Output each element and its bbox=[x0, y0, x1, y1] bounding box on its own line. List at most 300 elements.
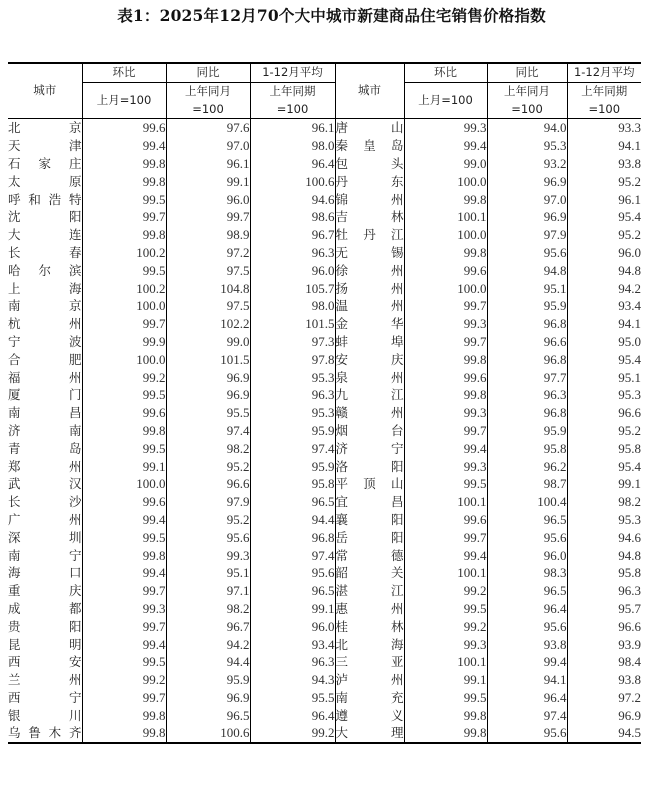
city-name: 烟 台 bbox=[335, 422, 404, 438]
ytd-value: 96.5 bbox=[250, 493, 335, 511]
yoy-value: 93.8 bbox=[487, 636, 567, 654]
yoy-value: 96.0 bbox=[487, 547, 567, 565]
yoy-value: 94.4 bbox=[166, 653, 250, 671]
table-row bbox=[8, 653, 641, 671]
yoy-value: 95.9 bbox=[487, 297, 567, 315]
city-name: 湛 江 bbox=[335, 583, 404, 599]
city-name: 岳 阳 bbox=[335, 529, 404, 545]
city-name: 徐 州 bbox=[335, 262, 404, 278]
mom-value: 99.2 bbox=[404, 618, 487, 636]
yoy-value: 97.0 bbox=[166, 137, 250, 155]
yoy-value: 96.4 bbox=[487, 600, 567, 618]
ytd-value: 101.5 bbox=[250, 315, 335, 333]
yoy-value: 96.4 bbox=[487, 689, 567, 707]
mom-value: 100.1 bbox=[404, 564, 487, 582]
table-row bbox=[8, 351, 641, 369]
city-name: 锦 州 bbox=[335, 191, 404, 207]
col-header-ytd: 1-12月平均 bbox=[250, 63, 335, 82]
mom-value: 100.2 bbox=[82, 280, 166, 298]
table-row bbox=[8, 689, 641, 707]
ytd-value: 94.4 bbox=[250, 511, 335, 529]
yoy-value: 93.2 bbox=[487, 155, 567, 173]
yoy-value: 97.5 bbox=[166, 262, 250, 280]
yoy-value: 95.6 bbox=[487, 618, 567, 636]
table-row bbox=[8, 226, 641, 244]
ytd-value: 97.8 bbox=[250, 351, 335, 369]
mom-value: 99.1 bbox=[82, 458, 166, 476]
ytd-value: 95.4 bbox=[567, 208, 641, 226]
table-body bbox=[8, 119, 641, 743]
city-name: 石 家 庄 bbox=[8, 155, 82, 171]
ytd-value: 97.4 bbox=[250, 440, 335, 458]
city-name: 太 原 bbox=[8, 173, 82, 189]
ytd-value: 96.5 bbox=[250, 582, 335, 600]
yoy-value: 95.2 bbox=[166, 511, 250, 529]
yoy-value: 96.8 bbox=[487, 351, 567, 369]
ytd-value: 99.2 bbox=[250, 724, 335, 743]
ytd-value: 93.3 bbox=[567, 119, 641, 137]
city-name: 济 南 bbox=[8, 422, 82, 438]
table-row bbox=[8, 369, 641, 387]
city-name: 吉 林 bbox=[335, 209, 404, 225]
mom-value: 100.0 bbox=[404, 173, 487, 191]
ytd-value: 99.1 bbox=[250, 600, 335, 618]
mom-value: 99.4 bbox=[404, 547, 487, 565]
city-name: 安 庆 bbox=[335, 351, 404, 367]
mom-value: 99.5 bbox=[82, 529, 166, 547]
mom-value: 99.5 bbox=[82, 440, 166, 458]
ytd-value: 95.4 bbox=[567, 458, 641, 476]
city-name: 泸 州 bbox=[335, 672, 404, 688]
yoy-value: 94.0 bbox=[487, 119, 567, 137]
yoy-value: 95.1 bbox=[487, 280, 567, 298]
yoy-value: 96.3 bbox=[487, 386, 567, 404]
mom-value: 99.8 bbox=[404, 244, 487, 262]
col-subheader-yoy: 上年同月 =100 bbox=[166, 82, 250, 119]
ytd-value: 93.9 bbox=[567, 636, 641, 654]
yoy-value: 94.8 bbox=[487, 262, 567, 280]
ytd-value: 99.1 bbox=[567, 475, 641, 493]
yoy-value: 97.4 bbox=[166, 422, 250, 440]
yoy-value: 96.8 bbox=[487, 315, 567, 333]
ytd-value: 95.4 bbox=[567, 351, 641, 369]
city-name: 赣 州 bbox=[335, 405, 404, 421]
ytd-value: 96.6 bbox=[567, 618, 641, 636]
mom-value: 99.7 bbox=[82, 618, 166, 636]
ytd-value: 94.3 bbox=[250, 671, 335, 689]
ytd-value: 96.8 bbox=[250, 529, 335, 547]
city-name: 哈 尔 滨 bbox=[8, 262, 82, 278]
city-name: 三 亚 bbox=[335, 654, 404, 670]
ytd-value: 95.9 bbox=[250, 458, 335, 476]
city-name: 西 安 bbox=[8, 654, 82, 670]
city-name: 南 昌 bbox=[8, 405, 82, 421]
yoy-value: 97.4 bbox=[487, 707, 567, 725]
yoy-value: 104.8 bbox=[166, 280, 250, 298]
mom-value: 99.6 bbox=[404, 511, 487, 529]
mom-value: 99.3 bbox=[404, 636, 487, 654]
ytd-value: 95.8 bbox=[250, 475, 335, 493]
mom-value: 99.4 bbox=[404, 440, 487, 458]
mom-value: 99.3 bbox=[404, 458, 487, 476]
table-row bbox=[8, 547, 641, 565]
city-name: 牡 丹 江 bbox=[335, 227, 404, 243]
mom-value: 99.5 bbox=[404, 475, 487, 493]
mom-value: 99.7 bbox=[82, 582, 166, 600]
mom-value: 99.8 bbox=[82, 547, 166, 565]
yoy-value: 98.9 bbox=[166, 226, 250, 244]
mom-value: 99.5 bbox=[82, 191, 166, 209]
mom-value: 99.8 bbox=[82, 173, 166, 191]
city-name: 南 京 bbox=[8, 298, 82, 314]
city-name: 兰 州 bbox=[8, 672, 82, 688]
ytd-value: 98.0 bbox=[250, 297, 335, 315]
mom-value: 99.7 bbox=[404, 333, 487, 351]
yoy-value: 98.2 bbox=[166, 440, 250, 458]
city-name: 深 圳 bbox=[8, 529, 82, 545]
city-name: 杭 州 bbox=[8, 316, 82, 332]
ytd-value: 94.1 bbox=[567, 315, 641, 333]
city-name: 泉 州 bbox=[335, 369, 404, 385]
yoy-value: 95.5 bbox=[166, 404, 250, 422]
mom-value: 99.3 bbox=[404, 404, 487, 422]
ytd-value: 95.3 bbox=[250, 404, 335, 422]
mom-value: 99.8 bbox=[82, 422, 166, 440]
city-name: 青 岛 bbox=[8, 440, 82, 456]
yoy-value: 101.5 bbox=[166, 351, 250, 369]
col-subheader-yoy-2: 上年同月 =100 bbox=[487, 82, 567, 119]
table-row bbox=[8, 493, 641, 511]
city-name: 成 都 bbox=[8, 600, 82, 616]
city-name: 大 连 bbox=[8, 227, 82, 243]
table-row bbox=[8, 600, 641, 618]
ytd-value: 97.4 bbox=[250, 547, 335, 565]
col-header-mom: 环比 bbox=[82, 63, 166, 82]
yoy-value: 97.9 bbox=[166, 493, 250, 511]
ytd-value: 94.6 bbox=[250, 191, 335, 209]
city-name: 银 川 bbox=[8, 707, 82, 723]
yoy-value: 95.6 bbox=[487, 724, 567, 743]
city-name: 包 头 bbox=[335, 155, 404, 171]
city-name: 九 江 bbox=[335, 387, 404, 403]
city-name: 襄 阳 bbox=[335, 511, 404, 527]
mom-value: 99.7 bbox=[404, 529, 487, 547]
ytd-value: 95.0 bbox=[567, 333, 641, 351]
col-subheader-ytd: 上年同期 =100 bbox=[250, 82, 335, 119]
ytd-value: 96.1 bbox=[250, 119, 335, 137]
ytd-value: 93.4 bbox=[250, 636, 335, 654]
yoy-value: 99.3 bbox=[166, 547, 250, 565]
ytd-value: 96.3 bbox=[250, 386, 335, 404]
yoy-value: 100.6 bbox=[166, 724, 250, 743]
table-row bbox=[8, 297, 641, 315]
city-name: 南 充 bbox=[335, 689, 404, 705]
city-name: 宜 昌 bbox=[335, 494, 404, 510]
ytd-value: 96.0 bbox=[250, 618, 335, 636]
ytd-value: 96.0 bbox=[250, 262, 335, 280]
yoy-value: 97.1 bbox=[166, 582, 250, 600]
mom-value: 99.4 bbox=[82, 636, 166, 654]
yoy-value: 96.2 bbox=[487, 458, 567, 476]
yoy-value: 96.9 bbox=[166, 689, 250, 707]
city-name: 丹 东 bbox=[335, 173, 404, 189]
table-row bbox=[8, 262, 641, 280]
mom-value: 99.5 bbox=[82, 653, 166, 671]
table-row bbox=[8, 244, 641, 262]
yoy-value: 95.6 bbox=[166, 529, 250, 547]
mom-value: 99.8 bbox=[82, 155, 166, 173]
mom-value: 99.8 bbox=[82, 226, 166, 244]
mom-value: 100.2 bbox=[82, 244, 166, 262]
table-row bbox=[8, 155, 641, 173]
yoy-value: 96.9 bbox=[487, 208, 567, 226]
col-subheader-ytd-2: 上年同期 =100 bbox=[567, 82, 641, 119]
ytd-value: 95.6 bbox=[250, 564, 335, 582]
mom-value: 100.1 bbox=[404, 653, 487, 671]
col-subheader-mom-2: 上月=100 bbox=[404, 82, 487, 119]
city-name: 贵 阳 bbox=[8, 618, 82, 634]
mom-value: 100.0 bbox=[404, 280, 487, 298]
yoy-value: 96.0 bbox=[166, 191, 250, 209]
ytd-value: 98.4 bbox=[567, 653, 641, 671]
city-name: 秦 皇 岛 bbox=[335, 138, 404, 154]
ytd-value: 97.2 bbox=[567, 689, 641, 707]
col-header-yoy-2: 同比 bbox=[487, 63, 567, 82]
ytd-value: 100.6 bbox=[250, 173, 335, 191]
col-header-ytd-2: 1-12月平均 bbox=[567, 63, 641, 82]
city-name: 惠 州 bbox=[335, 600, 404, 616]
ytd-value: 98.6 bbox=[250, 208, 335, 226]
ytd-value: 95.8 bbox=[567, 564, 641, 582]
mom-value: 99.7 bbox=[404, 297, 487, 315]
mom-value: 99.6 bbox=[404, 369, 487, 387]
yoy-value: 96.6 bbox=[487, 333, 567, 351]
city-name: 上 海 bbox=[8, 280, 82, 296]
mom-value: 99.8 bbox=[404, 191, 487, 209]
yoy-value: 96.7 bbox=[166, 618, 250, 636]
yoy-value: 96.8 bbox=[487, 404, 567, 422]
city-name: 平 顶 山 bbox=[335, 476, 404, 492]
city-name: 天 津 bbox=[8, 138, 82, 154]
city-name: 北 京 bbox=[8, 120, 82, 136]
table-row bbox=[8, 191, 641, 209]
yoy-value: 94.1 bbox=[487, 671, 567, 689]
ytd-value: 95.3 bbox=[250, 369, 335, 387]
ytd-value: 94.8 bbox=[567, 262, 641, 280]
mom-value: 99.2 bbox=[82, 369, 166, 387]
mom-value: 100.0 bbox=[82, 351, 166, 369]
mom-value: 99.8 bbox=[404, 724, 487, 743]
ytd-value: 94.1 bbox=[567, 137, 641, 155]
city-name: 武 汉 bbox=[8, 476, 82, 492]
yoy-value: 98.7 bbox=[487, 475, 567, 493]
mom-value: 99.6 bbox=[82, 404, 166, 422]
city-name: 长 沙 bbox=[8, 494, 82, 510]
mom-value: 99.8 bbox=[82, 707, 166, 725]
table-row bbox=[8, 404, 641, 422]
mom-value: 99.7 bbox=[82, 208, 166, 226]
city-name: 南 宁 bbox=[8, 547, 82, 563]
ytd-value: 96.7 bbox=[250, 226, 335, 244]
yoy-value: 99.4 bbox=[487, 653, 567, 671]
ytd-value: 93.8 bbox=[567, 155, 641, 173]
city-name: 洛 阳 bbox=[335, 458, 404, 474]
yoy-value: 97.7 bbox=[487, 369, 567, 387]
city-name: 海 口 bbox=[8, 565, 82, 581]
city-name: 沈 阳 bbox=[8, 209, 82, 225]
yoy-value: 96.5 bbox=[487, 511, 567, 529]
city-name: 广 州 bbox=[8, 511, 82, 527]
table-row bbox=[8, 529, 641, 547]
mom-value: 99.1 bbox=[404, 671, 487, 689]
mom-value: 100.0 bbox=[404, 226, 487, 244]
mom-value: 99.3 bbox=[82, 600, 166, 618]
yoy-value: 97.0 bbox=[487, 191, 567, 209]
yoy-value: 96.6 bbox=[166, 475, 250, 493]
city-name: 桂 林 bbox=[335, 618, 404, 634]
city-name: 无 锡 bbox=[335, 244, 404, 260]
mom-value: 99.5 bbox=[404, 689, 487, 707]
mom-value: 99.4 bbox=[82, 564, 166, 582]
table-row bbox=[8, 707, 641, 725]
mom-value: 100.0 bbox=[82, 297, 166, 315]
ytd-value: 96.3 bbox=[567, 582, 641, 600]
mom-value: 99.7 bbox=[82, 689, 166, 707]
ytd-value: 96.3 bbox=[250, 653, 335, 671]
yoy-value: 99.7 bbox=[166, 208, 250, 226]
yoy-value: 99.1 bbox=[166, 173, 250, 191]
mom-value: 100.0 bbox=[82, 475, 166, 493]
table-row bbox=[8, 582, 641, 600]
ytd-value: 96.0 bbox=[567, 244, 641, 262]
col-subheader-mom: 上月=100 bbox=[82, 82, 166, 119]
yoy-value: 96.9 bbox=[166, 369, 250, 387]
ytd-value: 95.7 bbox=[567, 600, 641, 618]
mom-value: 99.8 bbox=[404, 386, 487, 404]
ytd-value: 94.5 bbox=[567, 724, 641, 743]
mom-value: 99.3 bbox=[404, 119, 487, 137]
mom-value: 99.5 bbox=[82, 386, 166, 404]
ytd-value: 98.0 bbox=[250, 137, 335, 155]
ytd-value: 96.4 bbox=[250, 155, 335, 173]
city-name: 昆 明 bbox=[8, 636, 82, 652]
table-row bbox=[8, 137, 641, 155]
city-name: 宁 波 bbox=[8, 333, 82, 349]
ytd-value: 95.2 bbox=[567, 422, 641, 440]
mom-value: 99.5 bbox=[82, 262, 166, 280]
col-header-yoy: 同比 bbox=[166, 63, 250, 82]
ytd-value: 96.9 bbox=[567, 707, 641, 725]
ytd-value: 93.8 bbox=[567, 671, 641, 689]
yoy-value: 95.9 bbox=[166, 671, 250, 689]
yoy-value: 95.6 bbox=[487, 244, 567, 262]
mom-value: 99.6 bbox=[82, 493, 166, 511]
table-row bbox=[8, 671, 641, 689]
city-name: 西 宁 bbox=[8, 689, 82, 705]
yoy-value: 98.3 bbox=[487, 564, 567, 582]
city-name: 厦 门 bbox=[8, 387, 82, 403]
table-row bbox=[8, 173, 641, 191]
yoy-value: 97.2 bbox=[166, 244, 250, 262]
ytd-value: 94.2 bbox=[567, 280, 641, 298]
ytd-value: 94.6 bbox=[567, 529, 641, 547]
table-row bbox=[8, 119, 641, 137]
yoy-value: 95.2 bbox=[166, 458, 250, 476]
ytd-value: 93.4 bbox=[567, 297, 641, 315]
ytd-value: 96.4 bbox=[250, 707, 335, 725]
ytd-value: 95.3 bbox=[567, 511, 641, 529]
table-row bbox=[8, 333, 641, 351]
city-name: 金 华 bbox=[335, 316, 404, 332]
yoy-value: 94.2 bbox=[166, 636, 250, 654]
ytd-value: 95.5 bbox=[250, 689, 335, 707]
mom-value: 99.2 bbox=[404, 582, 487, 600]
table-row bbox=[8, 422, 641, 440]
yoy-value: 96.5 bbox=[166, 707, 250, 725]
table-row bbox=[8, 280, 641, 298]
city-name: 韶 关 bbox=[335, 565, 404, 581]
mom-value: 99.4 bbox=[404, 137, 487, 155]
city-name: 呼 和 浩 特 bbox=[8, 191, 82, 207]
mom-value: 99.8 bbox=[404, 351, 487, 369]
table-row bbox=[8, 636, 641, 654]
ytd-value: 95.3 bbox=[567, 386, 641, 404]
ytd-value: 96.3 bbox=[250, 244, 335, 262]
city-name: 郑 州 bbox=[8, 458, 82, 474]
mom-value: 100.1 bbox=[404, 493, 487, 511]
table-row bbox=[8, 315, 641, 333]
yoy-value: 95.6 bbox=[487, 529, 567, 547]
mom-value: 99.0 bbox=[404, 155, 487, 173]
price-index-table bbox=[8, 62, 641, 744]
yoy-value: 96.9 bbox=[487, 173, 567, 191]
mom-value: 99.4 bbox=[82, 511, 166, 529]
mom-value: 99.3 bbox=[404, 315, 487, 333]
mom-value: 99.2 bbox=[82, 671, 166, 689]
mom-value: 99.5 bbox=[404, 600, 487, 618]
mom-value: 99.7 bbox=[404, 422, 487, 440]
yoy-value: 100.4 bbox=[487, 493, 567, 511]
yoy-value: 96.1 bbox=[166, 155, 250, 173]
table-row bbox=[8, 440, 641, 458]
mom-value: 99.7 bbox=[82, 315, 166, 333]
city-name: 扬 州 bbox=[335, 280, 404, 296]
yoy-value: 102.2 bbox=[166, 315, 250, 333]
mom-value: 99.9 bbox=[82, 333, 166, 351]
yoy-value: 99.0 bbox=[166, 333, 250, 351]
ytd-value: 94.8 bbox=[567, 547, 641, 565]
mom-value: 100.1 bbox=[404, 208, 487, 226]
yoy-value: 97.9 bbox=[487, 226, 567, 244]
city-name: 重 庆 bbox=[8, 583, 82, 599]
city-name: 北 海 bbox=[335, 636, 404, 652]
ytd-value: 96.6 bbox=[567, 404, 641, 422]
yoy-value: 97.6 bbox=[166, 119, 250, 137]
yoy-value: 95.9 bbox=[487, 422, 567, 440]
col-header-city-2: 城市 bbox=[335, 63, 404, 119]
city-name: 乌 鲁 木 齐 bbox=[8, 725, 82, 741]
table-row bbox=[8, 208, 641, 226]
yoy-value: 98.2 bbox=[166, 600, 250, 618]
mom-value: 99.6 bbox=[404, 262, 487, 280]
yoy-value: 95.3 bbox=[487, 137, 567, 155]
ytd-value: 97.3 bbox=[250, 333, 335, 351]
col-header-city: 城市 bbox=[8, 63, 82, 119]
yoy-value: 96.9 bbox=[166, 386, 250, 404]
city-name: 温 州 bbox=[335, 298, 404, 314]
city-name: 济 宁 bbox=[335, 440, 404, 456]
city-name: 常 德 bbox=[335, 547, 404, 563]
